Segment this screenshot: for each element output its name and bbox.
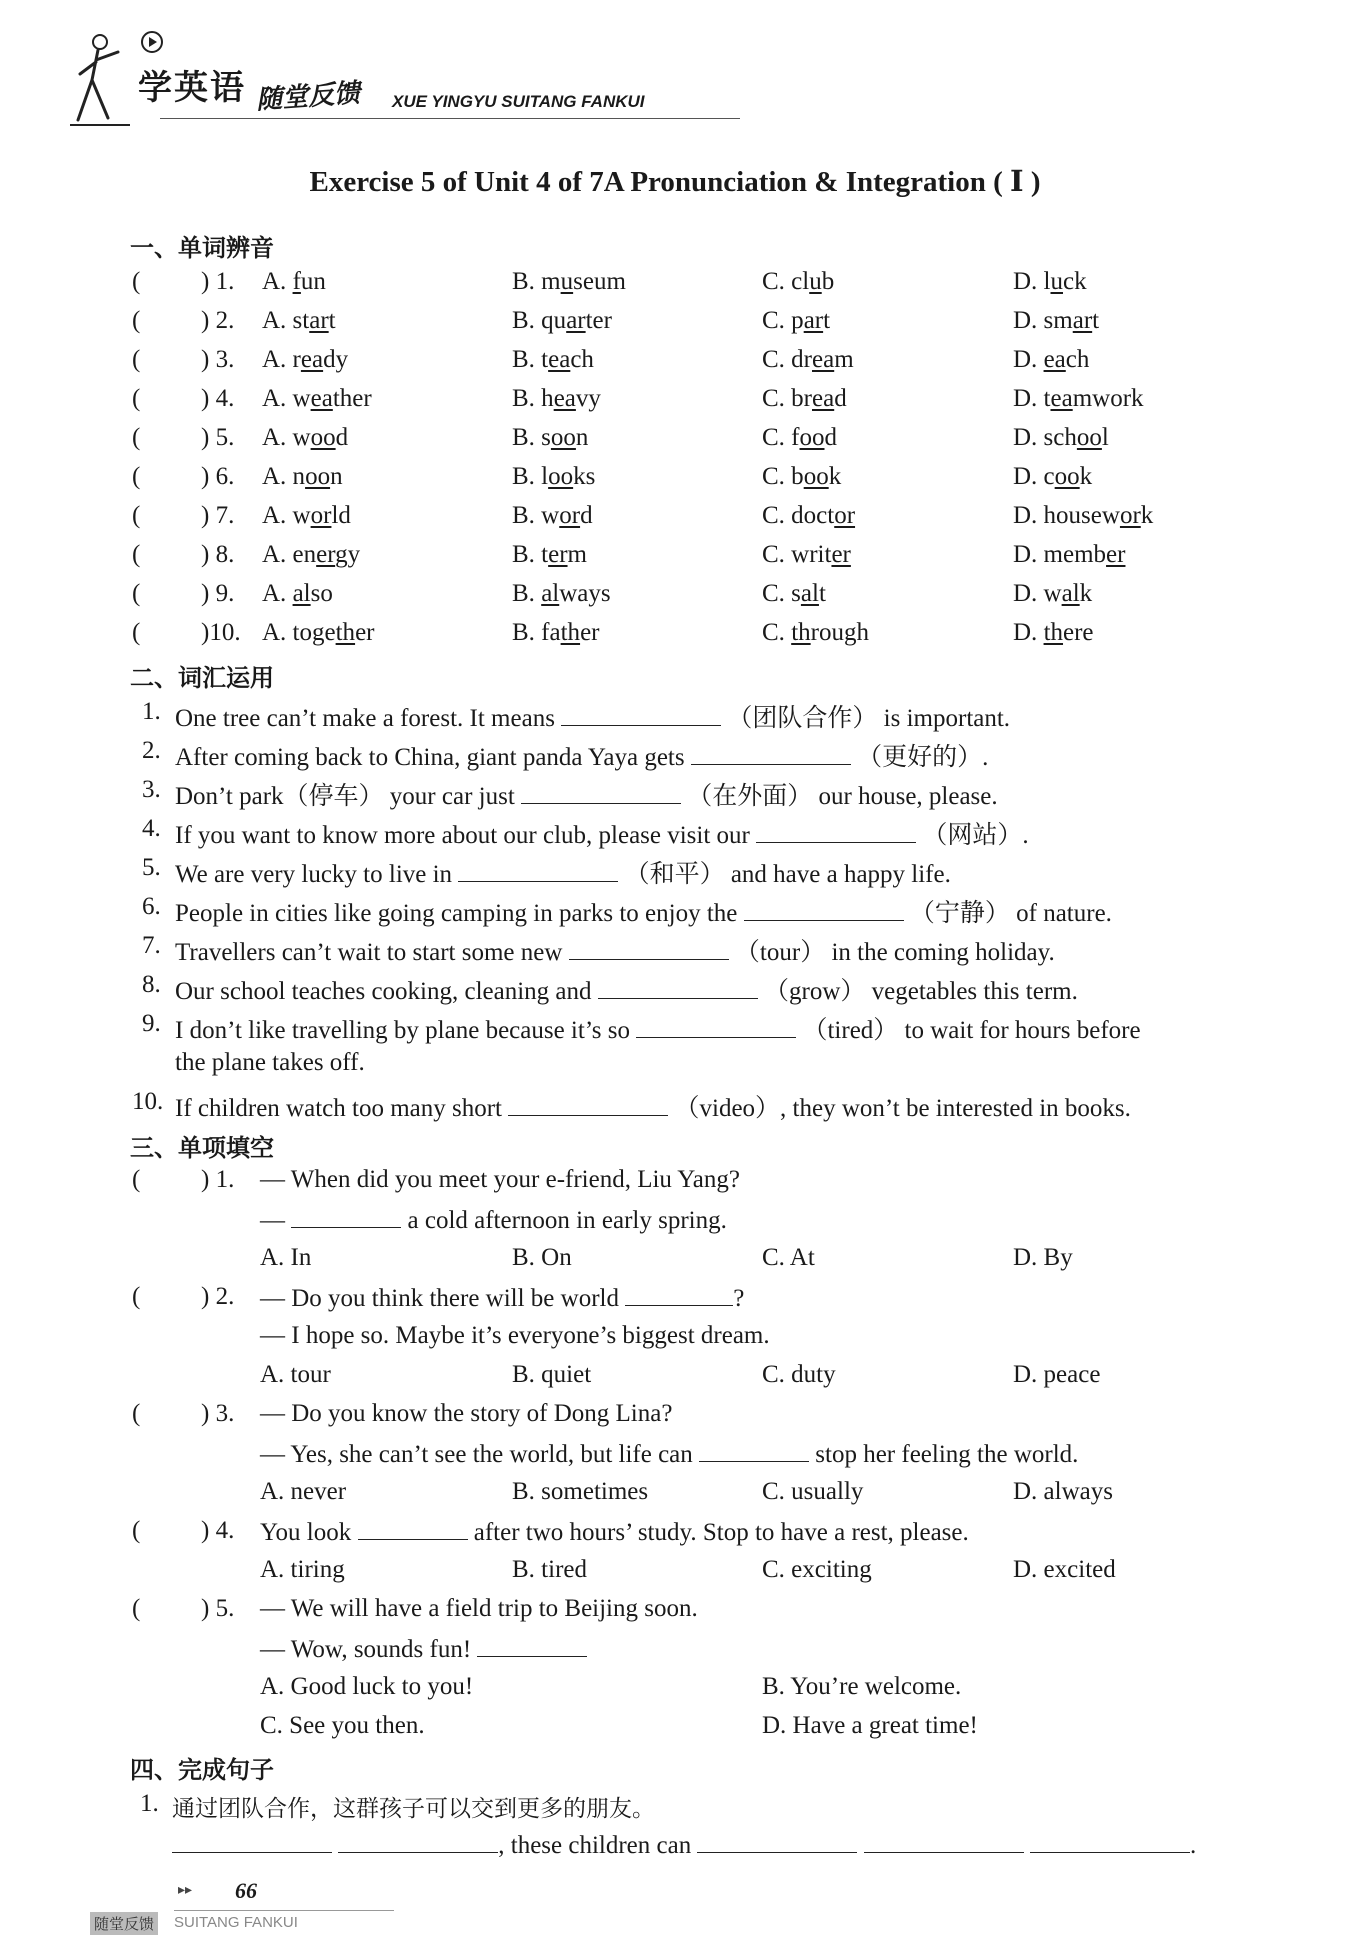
vocab-sentence: If children watch too many short （video）, they won’t be interested in books. <box>175 1095 1131 1122</box>
option-b: B. looks <box>512 463 596 490</box>
option-c: C. salt <box>762 580 826 607</box>
section-heading-4: 四、完成句子 <box>130 1756 274 1784</box>
question-number: 7. <box>142 932 161 959</box>
option-d: D. walk <box>1013 580 1093 607</box>
option-a: A. weather <box>262 385 372 412</box>
answer-blank[interactable] <box>691 742 851 765</box>
option-c: C. writer <box>762 541 851 568</box>
section-heading-3: 三、单项填空 <box>130 1134 274 1162</box>
page-title: Exercise 5 of Unit 4 of 7A Pronunciation & Integration ( Ⅰ ) <box>309 166 1041 198</box>
question-number: 6. <box>142 893 161 920</box>
option-b: B. soon <box>512 424 589 451</box>
question-number: 10. <box>132 1088 164 1115</box>
answer-paren[interactable]: ( <box>132 385 141 412</box>
page-header <box>70 20 690 130</box>
option-c: C. club <box>762 268 835 295</box>
header-cn-subtitle: 随堂反馈 <box>255 78 362 116</box>
option-a: A. fun <box>262 268 326 295</box>
play-icon <box>140 30 164 54</box>
question-number: ) 3. <box>201 346 235 373</box>
vocab-sentence: Our school teaches cooking, cleaning and （grow） vegetables this term. <box>175 978 1078 1005</box>
vocab-sentence: Don’t park（停车） your car just （在外面） our house, please. <box>175 783 998 810</box>
question-number: ) 1. <box>201 268 235 295</box>
answer-blank[interactable] <box>744 898 904 921</box>
answer-paren[interactable]: ( <box>132 307 141 334</box>
option-d: D. smart <box>1013 307 1100 334</box>
vocab-sentence: People in cities like going camping in parks to enjoy the （宁静） of nature. <box>175 900 1112 927</box>
vocab-sentence: the plane takes off. <box>175 1049 365 1076</box>
header-rule <box>160 118 740 119</box>
answer-paren[interactable]: ( <box>132 424 141 451</box>
vocab-sentence: Travellers can’t wait to start some new （tour） in the coming holiday. <box>175 939 1055 966</box>
footer-rule <box>174 1910 394 1911</box>
option-c: C. book <box>762 463 842 490</box>
option-d: D. school <box>1013 424 1109 451</box>
answer-paren[interactable]: ( <box>132 1166 141 1193</box>
answer-blank[interactable] <box>756 820 916 843</box>
option-d: D. there <box>1013 619 1094 646</box>
option-a: A. noon <box>262 463 343 490</box>
answer-paren[interactable]: ( <box>132 346 141 373</box>
option-b: B. word <box>512 502 593 529</box>
answer-paren[interactable]: ( <box>132 541 141 568</box>
answer-blank[interactable] <box>458 859 618 882</box>
answer-blank[interactable] <box>697 1830 857 1853</box>
question-number: 4. <box>142 815 161 842</box>
option-b: B. father <box>512 619 600 646</box>
answer-blank[interactable] <box>1030 1830 1190 1853</box>
answer-paren[interactable]: ( <box>132 1517 141 1544</box>
answer-blank[interactable] <box>561 703 721 726</box>
vocab-sentence: One tree can’t make a forest. It means （团队合作） is important. <box>175 705 1011 732</box>
answer-paren[interactable]: ( <box>132 1400 141 1427</box>
vocab-sentence: We are very lucky to live in （和平） and have a happy life. <box>175 861 951 888</box>
question-number: ) 4. <box>201 385 235 412</box>
option-b: B. always <box>512 580 611 607</box>
question-number: ) 7. <box>201 502 235 529</box>
question-number: ) 2. <box>201 307 235 334</box>
option-d: D. teamwork <box>1013 385 1144 412</box>
question-number: 5. <box>142 854 161 881</box>
answer-blank[interactable] <box>508 1093 668 1116</box>
option-d: D. cook <box>1013 463 1093 490</box>
vocab-sentence: If you want to know more about our club, please visit our （网站）. <box>175 822 1029 849</box>
answer-blank[interactable] <box>358 1517 468 1540</box>
answer-paren[interactable]: ( <box>132 502 141 529</box>
option-a: A. wood <box>262 424 349 451</box>
answer-blank[interactable] <box>636 1015 796 1038</box>
option-b: B. quarter <box>512 307 612 334</box>
answer-blank[interactable] <box>338 1830 498 1853</box>
option-c: C. dream <box>762 346 854 373</box>
answer-paren[interactable]: ( <box>132 268 141 295</box>
section-heading-2: 二、词汇运用 <box>130 664 274 692</box>
option-a: A. also <box>262 580 333 607</box>
header-en-title: XUE YINGYU SUITANG FANKUI <box>392 92 645 111</box>
answer-blank[interactable] <box>291 1205 401 1228</box>
vocab-sentence: I don’t like travelling by plane because it’s so （tired） to wait for hours before <box>175 1017 1141 1044</box>
question-number: ) 9. <box>201 580 235 607</box>
question-number: 2. <box>142 737 161 764</box>
page-number: 66 <box>235 1878 257 1903</box>
question-number: ) 6. <box>201 463 235 490</box>
answer-blank[interactable] <box>172 1830 332 1853</box>
answer-blank[interactable] <box>625 1283 733 1306</box>
answer-paren[interactable]: ( <box>132 580 141 607</box>
option-a: A. start <box>262 307 336 334</box>
question-number: )10. <box>201 619 241 646</box>
answer-blank[interactable] <box>477 1634 587 1657</box>
answer-paren[interactable]: ( <box>132 1283 141 1310</box>
option-c: C. doctor <box>762 502 856 529</box>
option-a: A. energy <box>262 541 361 568</box>
answer-paren[interactable]: ( <box>132 619 141 646</box>
section-heading-1: 一、单词辨音 <box>130 234 274 262</box>
option-b: B. museum <box>512 268 626 295</box>
option-c: C. bread <box>762 385 847 412</box>
answer-blank[interactable] <box>598 976 758 999</box>
question-number: 3. <box>142 776 161 803</box>
option-c: C. part <box>762 307 831 334</box>
answer-blank[interactable] <box>521 781 681 804</box>
option-a: A. ready <box>262 346 349 373</box>
double-arrow-icon: ▸▸ <box>178 1882 193 1898</box>
header-cn-title: 学英语 <box>138 68 246 108</box>
question-number: ) 5. <box>201 424 235 451</box>
question-number: 1. <box>142 698 161 725</box>
page-footer <box>90 1870 310 1940</box>
question-number: ) 8. <box>201 541 235 568</box>
question-number: 8. <box>142 971 161 998</box>
option-d: D. luck <box>1013 268 1087 295</box>
question-number: 9. <box>142 1010 161 1037</box>
option-d: D. member <box>1013 541 1126 568</box>
answer-blank[interactable] <box>699 1439 809 1462</box>
answer-paren[interactable]: ( <box>132 463 141 490</box>
answer-paren[interactable]: ( <box>132 1595 141 1622</box>
option-c: C. through <box>762 619 869 646</box>
option-b: B. term <box>512 541 587 568</box>
option-b: B. teach <box>512 346 594 373</box>
runner-logo-icon <box>70 30 140 130</box>
option-a: A. together <box>262 619 375 646</box>
option-a: A. world <box>262 502 351 529</box>
option-b: B. heavy <box>512 385 601 412</box>
answer-blank[interactable] <box>864 1830 1024 1853</box>
answer-blank[interactable] <box>569 937 729 960</box>
option-d: D. each <box>1013 346 1090 373</box>
option-c: C. food <box>762 424 837 451</box>
option-d: D. housework <box>1013 502 1154 529</box>
footer-label-en: SUITANG FANKUI <box>174 1914 298 1931</box>
footer-label: 随堂反馈 <box>90 1912 158 1935</box>
vocab-sentence: After coming back to China, giant panda Yaya gets （更好的）. <box>175 744 989 771</box>
